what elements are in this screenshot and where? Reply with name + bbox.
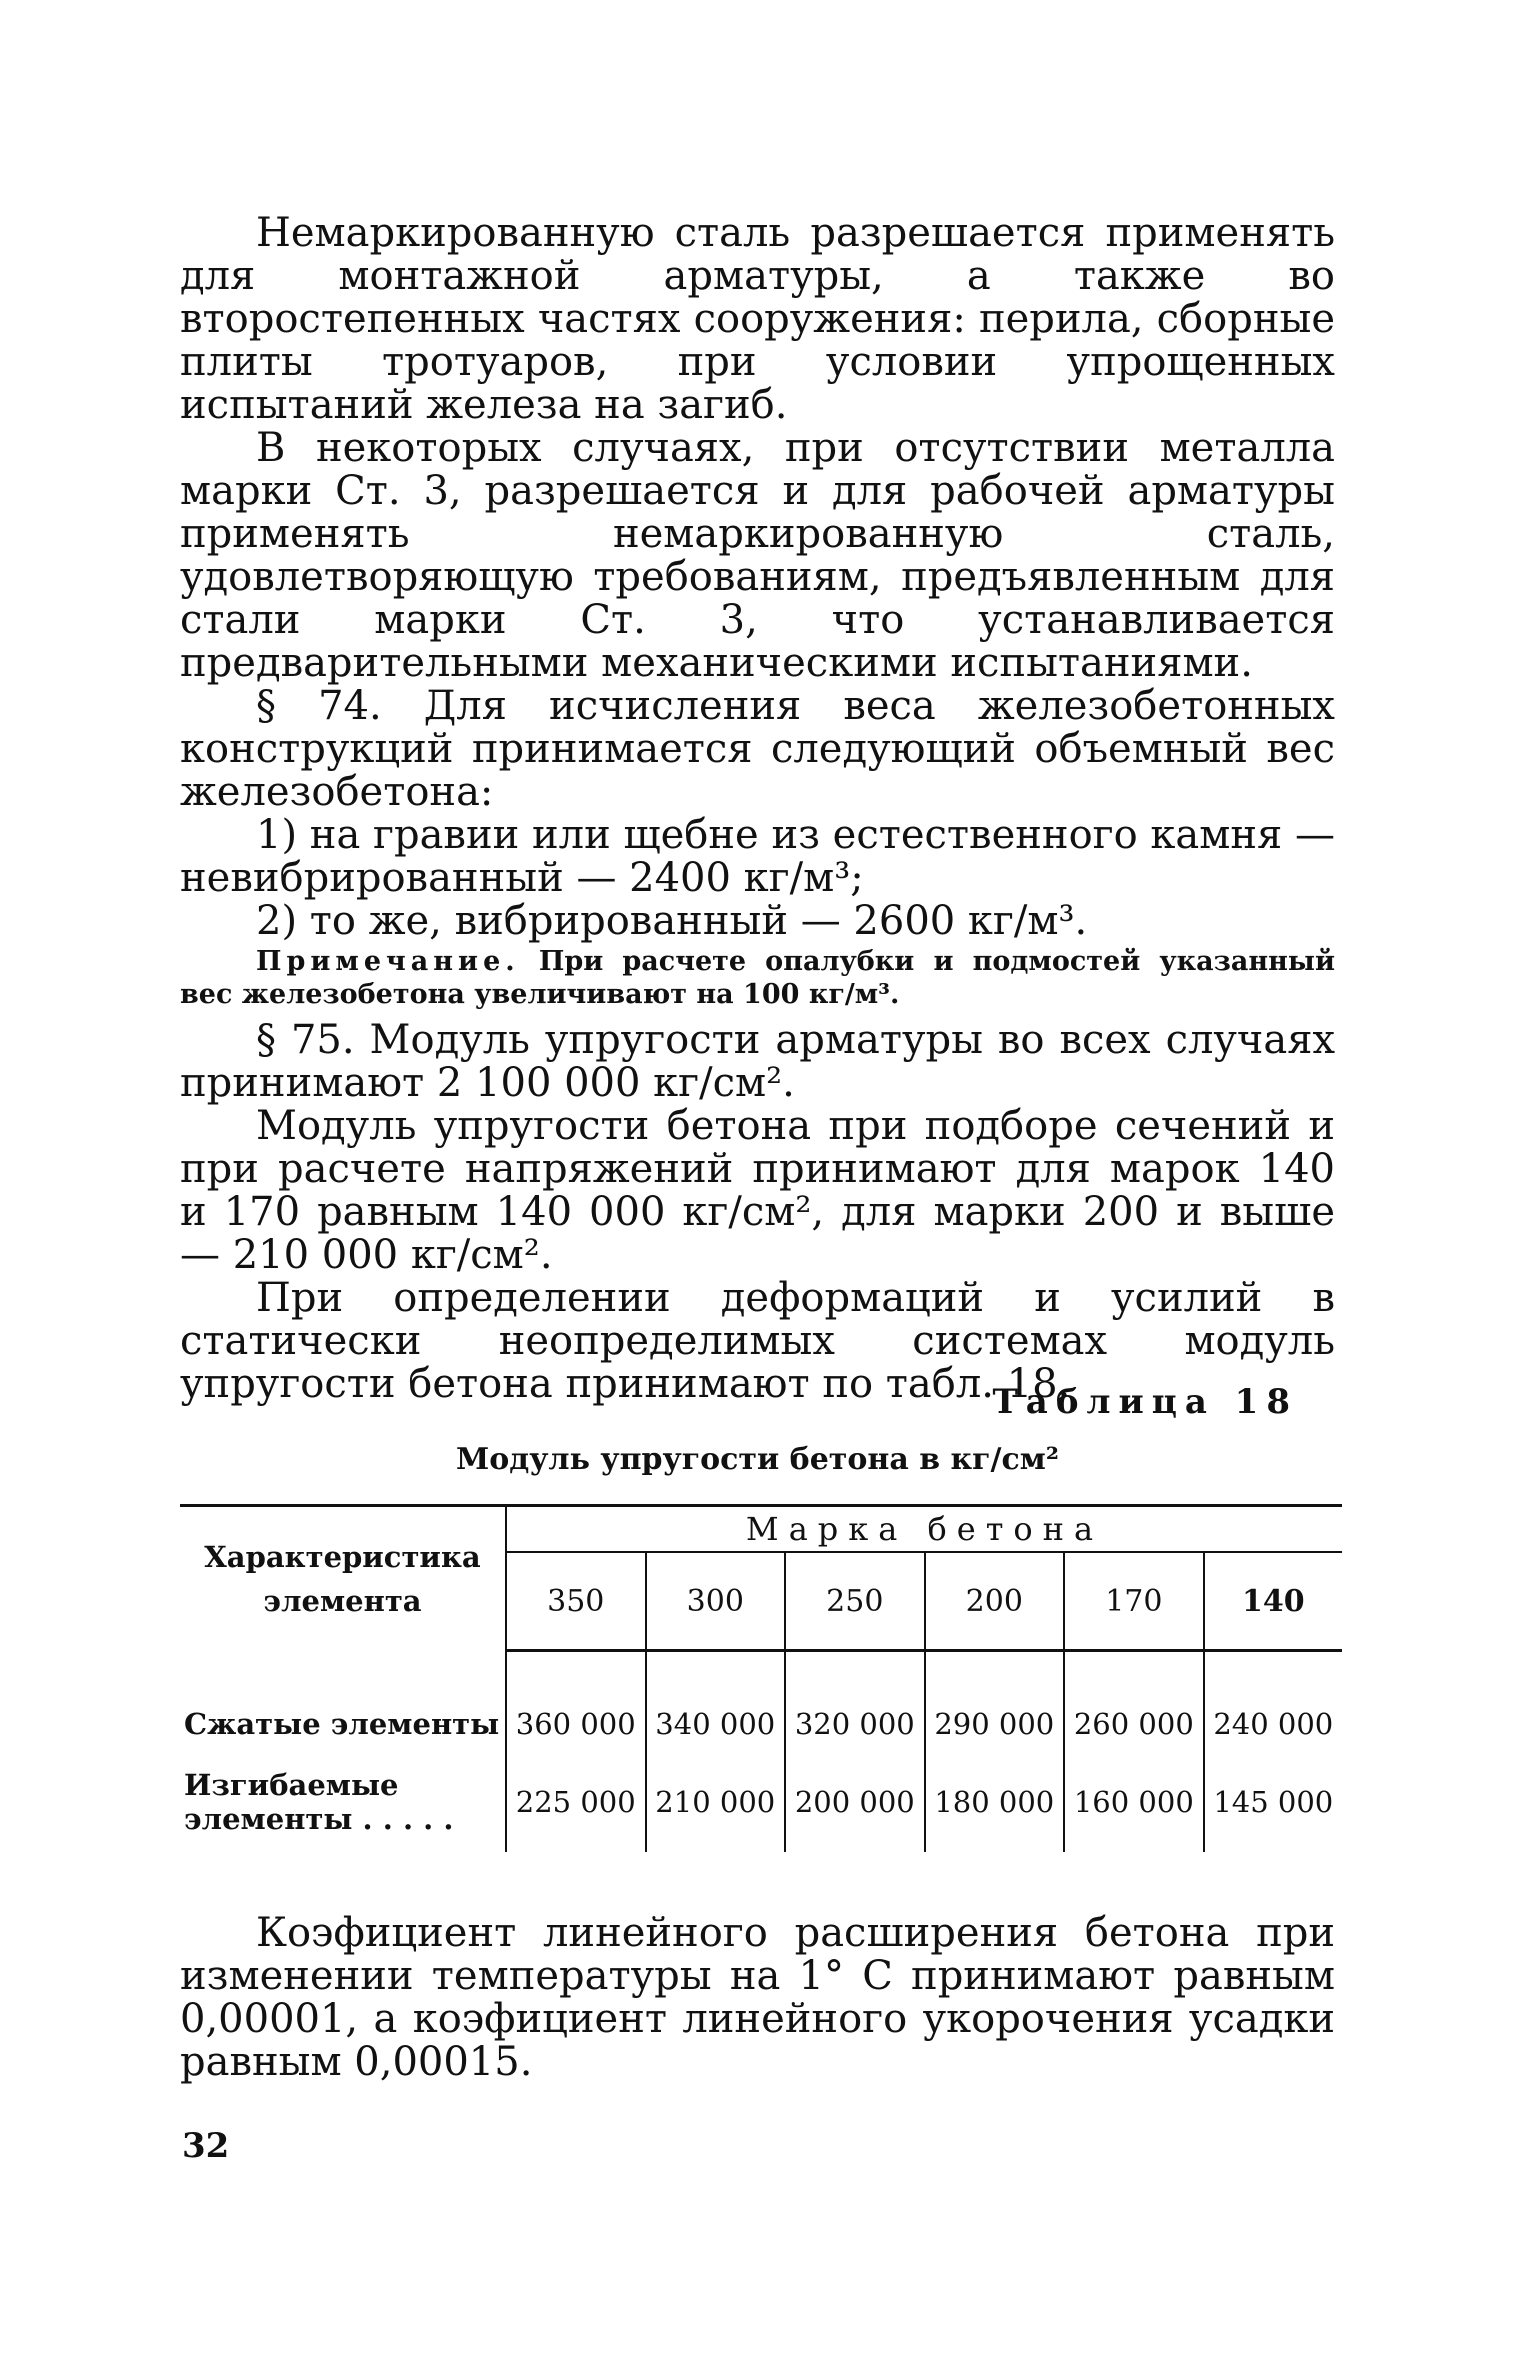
header-characteristic: Характеристика элемента bbox=[180, 1506, 506, 1651]
paragraph-deformations: При определении деформаций и усилий в статически неопределимых системах модуль упругости бетона принимают по табл. 18. bbox=[180, 1275, 1335, 1407]
row-label: Изгибаемые элементы . . . . . bbox=[180, 1752, 506, 1852]
list-item-vibrated: 2) то же, вибрированный — 2600 кг/м³. bbox=[256, 898, 1088, 944]
table-row bbox=[180, 1752, 1342, 1852]
paragraph-unmarked-steel: Немаркированную сталь разрешается применять для монтажной арматуры, а также во второстепенных частях сооружения: перила, сборные плиты тротуаров, при условии упрощенных испытаний железа на загиб. bbox=[180, 210, 1335, 428]
header-concrete-grade: Марка бетона bbox=[506, 1506, 1342, 1553]
note-label: Примечание. bbox=[256, 946, 520, 977]
table-title: Модуль упругости бетона в кг/см² bbox=[456, 1442, 1059, 1477]
table-cell: 210 000 bbox=[646, 1752, 786, 1852]
header-grade: 140 bbox=[1204, 1552, 1342, 1651]
page-number: 32 bbox=[182, 2126, 230, 2166]
table-cell: 290 000 bbox=[925, 1696, 1065, 1752]
paragraph-expansion-coefficient: Коэфициент линейного расширения бетона при изменении температуры на 1° С принимают равным 0,00001, а коэфициент линейного укорочения усадки равным 0,00015. bbox=[180, 1910, 1335, 2085]
table-cell: 320 000 bbox=[785, 1696, 925, 1752]
modulus-table bbox=[180, 1504, 1342, 1852]
header-grade: 250 bbox=[785, 1552, 925, 1651]
table-cell: 225 000 bbox=[506, 1752, 646, 1852]
row-label: Сжатые элементы bbox=[180, 1696, 506, 1752]
paragraph-section-74: § 74. Для исчисления веса железобетонных конструкций принимается следующий объемный вес железобетона: bbox=[180, 683, 1335, 815]
list-item-gravel: 1) на гравии или щебне из естественного камня — невибрированный — 2400 кг/м³; bbox=[180, 812, 1335, 901]
table-cell: 145 000 bbox=[1213, 1785, 1334, 1819]
header-grade: 170 bbox=[1064, 1552, 1204, 1651]
table-cell: 360 000 bbox=[506, 1696, 646, 1752]
table-cell: 180 000 bbox=[925, 1752, 1065, 1852]
bottom-text-block bbox=[180, 1912, 1335, 2084]
table-spacer-row bbox=[180, 1651, 1342, 1697]
top-text-block bbox=[180, 212, 1335, 1406]
table-number: Таблица 18 bbox=[992, 1382, 1298, 1422]
table-cell: 200 000 bbox=[785, 1752, 925, 1852]
paragraph-concrete-modulus: Модуль упругости бетона при подборе сечений и при расчете напряжений принимают для марок 140 и 170 равным 140 000 кг/см², для марки 200 и выше — 210 000 кг/см². bbox=[180, 1103, 1335, 1278]
table-cell: 340 000 bbox=[646, 1696, 786, 1752]
paragraph-working-reinforcement: В некоторых случаях, при отсутствии металла марки Ст. 3, разрешается и для рабочей арматуры применять немаркированную сталь, удовлетворяющую требованиям, предъявленным для стали марки Ст. 3, что устанавливается предварительными механическими испытаниями. bbox=[180, 425, 1335, 686]
table-cell: 260 000 bbox=[1064, 1696, 1204, 1752]
header-grade: 200 bbox=[925, 1552, 1065, 1651]
header-grade: 350 bbox=[506, 1552, 646, 1651]
note-text: При расчете опалубки и подмостей указанный вес железобетона увеличивают на 100 кг/м³. bbox=[180, 946, 1335, 1010]
note-paragraph bbox=[180, 945, 1335, 1011]
header-grade: 300 bbox=[646, 1552, 786, 1651]
table-cell: 240 000 bbox=[1213, 1707, 1334, 1741]
paragraph-section-75: § 75. Модуль упругости арматуры во всех случаях принимают 2 100 000 кг/см². bbox=[180, 1017, 1335, 1106]
table-row bbox=[180, 1696, 1342, 1752]
table-cell: 160 000 bbox=[1064, 1752, 1204, 1852]
